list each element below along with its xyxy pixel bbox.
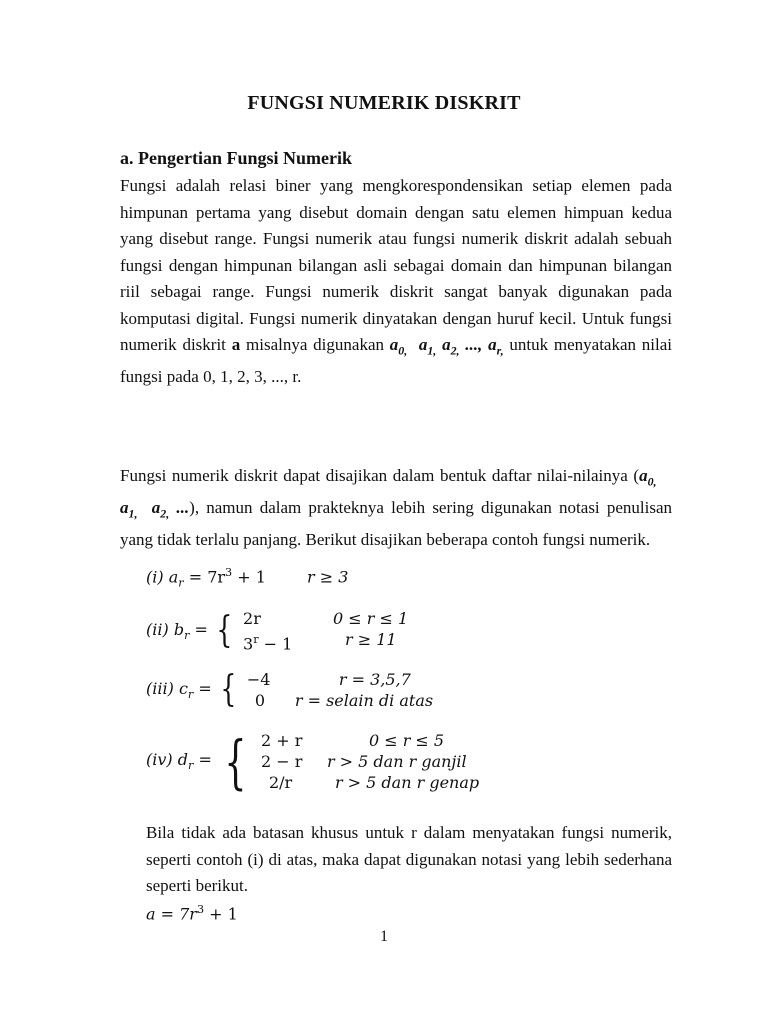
page-number: 1: [380, 928, 388, 945]
equation-iii: (iii) $c_r$ = { −4 r = 3,5,7 0 r = selain di atas: [146, 669, 434, 710]
left-brace: {: [224, 727, 247, 796]
sequence-notation: $a_{0,}$ $a_{1,}$ $a_{2,}$ ..., $a_{r,}$: [389, 335, 504, 358]
equation-simple: $a = 7r^3 + 1$: [146, 903, 238, 924]
cases-iv: 2 + r 0 ≤ r ≤ 5 2 − r r > 5 dan r ganjil 2/r r > 5 dan r genap: [260, 731, 480, 792]
para1-bold-a: a: [231, 335, 241, 354]
cases-iii: −4 r = 3,5,7 0 r = selain di atas: [246, 670, 434, 710]
para1-text-b: misalnya digunakan: [240, 335, 390, 354]
section-heading: a. Pengertian Fungsi Numerik: [120, 148, 352, 168]
equation-iv: (iv) $d_r$ = { 2 + r 0 ≤ r ≤ 5 2 − r r > 5 dan r ganjil 2/r r > 5 dan r genap: [146, 727, 480, 796]
paragraph-definition: [120, 173, 672, 390]
sequence-list: $a_{0,}$ $a_{1,}$ $a_{2,}$ ...: [120, 466, 657, 521]
left-brace: {: [216, 610, 233, 652]
equation-ii: (ii) $b_r$ = { 2r 0 ≤ r ≤ 1 $3^r - 1$ r ≥ 11: [146, 609, 409, 654]
para1-text-a: Fungsi adalah relasi biner yang mengkorespondensikan setiap elemen pada himpunan pertama yang disebut domain dengan satu elemen himpuan kedua yang disebut range. Fungsi numerik atau fungsi numerik diskrit adalah sebuah fungsi dengan himpunan bilangan asli sebagai domain dan himpunan bilangan riil sebagai range. Fungsi numerik diskrit sangat banyak digunakan pada komputasi digital. Fungsi numerik dinyatakan dengan huruf kecil. Untuk fungsi numerik diskrit: [120, 176, 672, 354]
paragraph-representation: Fungsi numerik diskrit dapat disajikan dalam bentuk daftar nilai-nilainya ($a_{0,}$ $a_{1,}$ $a_{2,}$ ...), namun dalam prakteknya lebih sering digunakan notasi penulisan yang tidak terlalu panjang. Berikut disajikan beberapa contoh fungsi numerik.: [120, 466, 672, 549]
left-brace: {: [220, 669, 237, 710]
equation-i: (i) $a_r = 7r^3 + 1$ r ≥ 3: [146, 566, 349, 590]
cases-ii: 2r 0 ≤ r ≤ 1 $3^r - 1$ r ≥ 11: [243, 609, 409, 654]
paragraph-notation: Bila tidak ada batasan khusus untuk r dalam menyatakan fungsi numerik, seperti contoh (i) di atas, maka dapat digunakan notasi yang lebih sederhana seperti berikut.: [146, 823, 672, 895]
para1-text-c: untuk menyatakan nilai fungsi pada 0, 1, 2, 3, ..., r.: [120, 335, 673, 386]
page-title: FUNGSI NUMERIK DISKRIT: [247, 92, 521, 114]
